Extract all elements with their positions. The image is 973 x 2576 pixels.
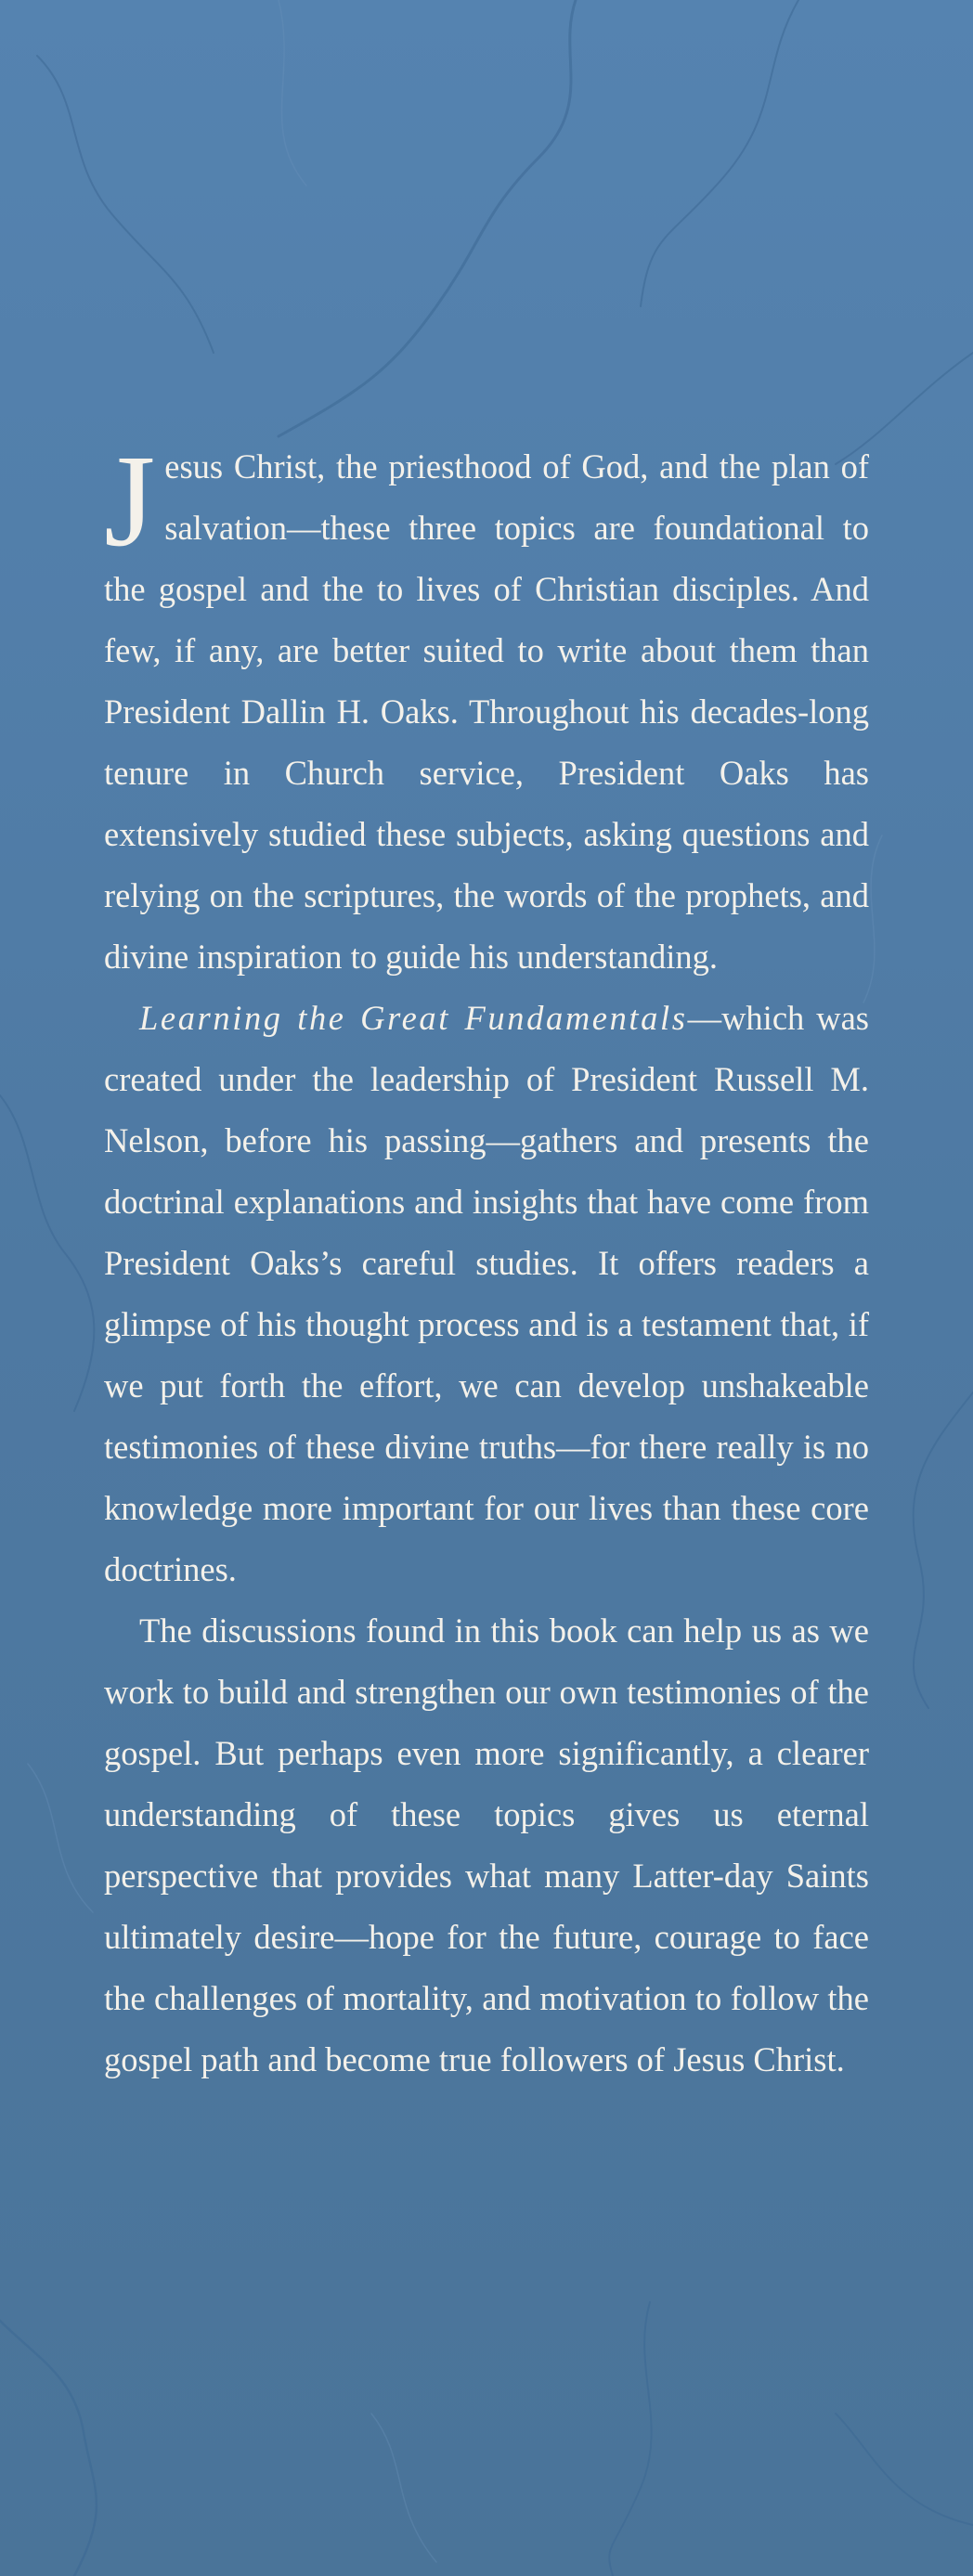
drop-cap: J bbox=[104, 427, 156, 574]
book-description bbox=[104, 427, 869, 2091]
paragraph-intro-text: esus Christ, the priesthood of God, and the plan of salvation—these three topics are foundational to the gospel and the to lives of Christian disciples. And few, if any, are better suited to write about them than President Dallin H. Oaks. Throughout his decades-long tenure in Church service, President Oaks has extensively studied these subjects, asking questions and relying on the scriptures, the words of the prophets, and divine inspiration to guide his understanding. bbox=[104, 447, 869, 976]
paragraph-closing bbox=[104, 1600, 869, 2091]
paragraph-intro bbox=[104, 427, 869, 988]
paragraph-book bbox=[104, 988, 869, 1600]
book-title: Learning the Great Fundamentals bbox=[139, 999, 688, 1037]
paragraph-closing-text: The discussions found in this book can help us as we work to build and strengthen our own testimonies of the gospel. But perhaps even more significantly, a clearer understanding of these topics gives us eternal perspective that provides what many Latter-day Saints ultimately desire—hope for the future, courage to face the challenges of mortality, and motivation to follow the gospel path and become true followers of Jesus Christ. bbox=[104, 1612, 869, 2078]
paragraph-book-text: —which was created under the leadership of President Russell M. Nelson, before his passing—gathers and presents the doctrinal explanations and insights that have come from President Oaks’s careful studies. It offers readers a glimpse of his thought process and is a testament that, if we put forth the effort, we can develop unshakeable testimonies of these divine truths—for there really is no knowledge more important for our lives than these core doctrines. bbox=[104, 999, 869, 1588]
